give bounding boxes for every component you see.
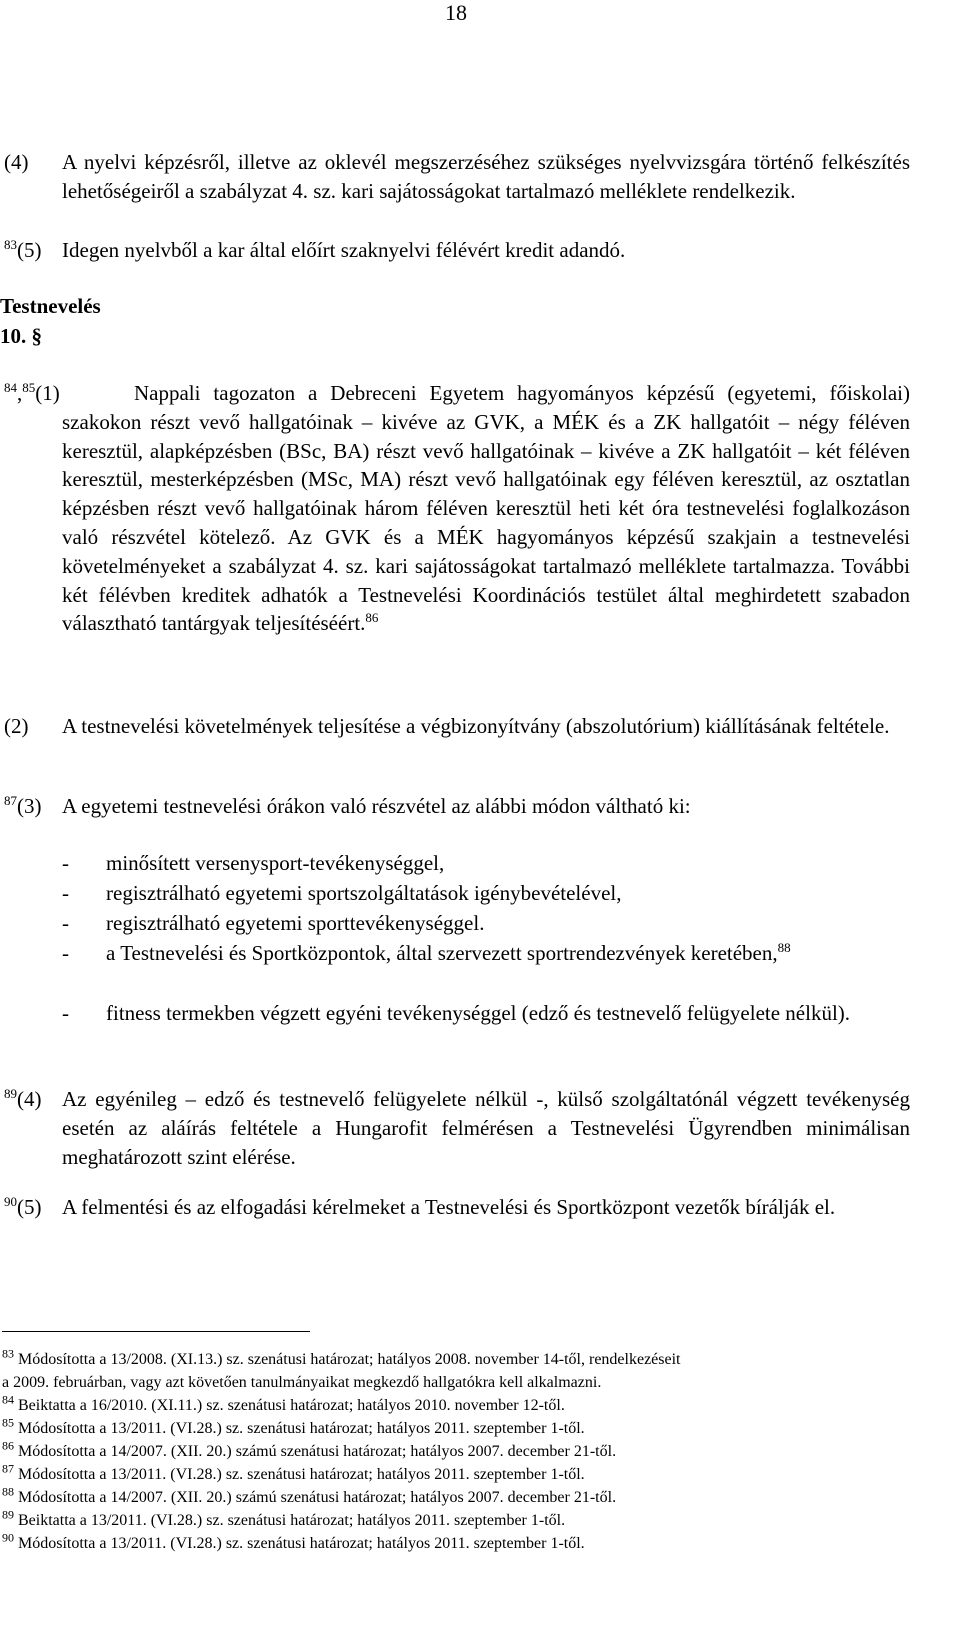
paragraph-label: $^{84}$,$^{85}$(1) <box>4 380 60 405</box>
list-item: minősített versenysport-tevékenységgel, <box>106 851 445 875</box>
list-item: fitness termekben végzett egyéni tevékenységgel (edző és testnevelő felügyelete nélkül). <box>106 1001 851 1025</box>
footnote: $^{85}$ Módosította a 13/2011. (VI.28.) sz. szenátusi határozat; hatályos 2011. szeptember 1-től. <box>2 1415 585 1437</box>
list-bullet: - <box>62 1001 69 1025</box>
section-number: 10. § <box>0 324 42 348</box>
paragraph-label: (2) <box>4 714 29 738</box>
footnote: $^{88}$ Módosította a 14/2007. (XII. 20.) számú szenátusi határozat; hatályos 2007. december 21-től. <box>2 1484 617 1506</box>
list-bullet: - <box>62 941 69 965</box>
paragraph-foreign-language-credit: Idegen nyelvből a kar által előírt szaknyelvi félévért kredit adandó. <box>62 238 626 262</box>
footnote: $^{86}$ Módosította a 14/2007. (XII. 20.) számú szenátusi határozat; hatályos 2007. december 21-től. <box>2 1438 617 1460</box>
footnote-ref[interactable]: 87 <box>4 793 17 808</box>
footnote: $^{87}$ Módosította a 13/2011. (VI.28.) sz. szenátusi határozat; hatályos 2011. szeptember 1-től. <box>2 1461 585 1483</box>
paragraph-language-training <box>62 148 910 206</box>
paragraph-label: (4) <box>4 150 29 174</box>
paragraph-pe-substitution: A egyetemi testnevelési órákon való részvétel az alábbi módon váltható ki: <box>62 794 691 818</box>
paragraph-pe-condition: A testnevelési követelmények teljesítése a végbizonyítvány (abszolutórium) kiállításának feltétele. <box>62 714 890 738</box>
paragraph-label: $^{83}$(5) <box>4 237 42 262</box>
paragraph-label: $^{87}$(3) <box>4 793 42 818</box>
paragraph-exemption-requests: A felmentési és az elfogadási kérelmeket a Testnevelési és Sportközpont vezetők bírálják el. <box>62 1195 836 1219</box>
footnote: $^{90}$ Módosította a 13/2011. (VI.28.) sz. szenátusi határozat; hatályos 2011. szeptember 1-től. <box>2 1530 585 1552</box>
footnote: $^{89}$ Beiktatta a 13/2011. (VI.28.) sz. szenátusi határozat; hatályos 2011. szeptember 1-től. <box>2 1507 566 1529</box>
list-bullet: - <box>62 911 69 935</box>
footnote-ref[interactable]: 83 <box>4 237 17 252</box>
footnote-ref[interactable]: 85 <box>22 380 36 395</box>
footnotes <box>2 1348 912 1555</box>
footnote: $^{83}$ Módosította a 13/2008. (XI.13.) sz. szenátusi határozat; hatályos 2008. november 14-től, rendelkezéseit <box>2 1346 681 1368</box>
footnote: a 2009. februárban, vagy azt követően tanulmányaikat megkezdő hallgatókra kell alkalmazni. <box>2 1374 602 1391</box>
list-item: regisztrálható egyetemi sportszolgáltatások igénybevételével, <box>106 881 622 905</box>
list-bullet: - <box>62 881 69 905</box>
paragraph-label: $^{90}$(5) <box>4 1194 42 1219</box>
section-title: Testnevelés <box>0 294 101 318</box>
footnote-ref[interactable]: 84 <box>4 380 17 395</box>
substitution-list <box>0 849 912 1059</box>
paragraph-pe-requirement: Nappali tagozaton a Debreceni Egyetem hagyományos képzésű (egyetemi, főiskolai) szakokon részt vevő hallgatóinak – kivéve az GVK, a MÉK és a ZK hallgatóit – négy féléven keresztül, alapképzésben (BSc, BA) részt vevő hallgatóinak – kivéve a ZK hallgatóit – két féléven keresztül, mesterképzésben (MSc, MA) részt vevő hallgatóinak egy féléven keresztül, az osztatlan képzésben részt vevő hallgatóinak három féléven keresztül heti két óra testnevelési foglalkozáson való részvétel kötelező. Az GVK és a MÉK hagyományos képzésű szakjain a testnevelési követelményeket a szabályzat 4. sz. kari sajátosságokat tartalmazó melléklete tartalmazza. További két félévben kreditek adhatók a Testnevelési Koordinációs testület által meghirdetett szabadon választható tantárgyak teljesítéséért.$^{86}$ <box>62 381 910 636</box>
footnote-ref[interactable]: 89 <box>4 1086 17 1101</box>
paragraph-text: A nyelvi képzésről, illetve az oklevél megszerzéséhez szükséges nyelvvizsgára történő felkészítés lehetőségeiről a szabályzat 4. sz. kari sajátosságokat tartalmazó melléklete rendelkezik. <box>62 150 910 203</box>
footnote-ref[interactable]: 88 <box>777 940 791 955</box>
footnote-ref[interactable]: 90 <box>4 1194 17 1209</box>
paragraph-individual-activity: Az egyénileg – edző és testnevelő felügyelete nélkül -, külső szolgáltatónál végzett tevékenység esetén az aláírás feltétele a Hungarofit felmérésen a Testnevelési Ügyrendben minimálisan meghatározott szint elérése. <box>62 1087 910 1169</box>
list-item: a Testnevelési és Sportközpontok, által szervezett sportrendezvények keretében,$^{88}$ <box>106 940 791 965</box>
paragraph-label: $^{89}$(4) <box>4 1086 42 1111</box>
footnote: $^{84}$ Beiktatta a 16/2010. (XI.11.) sz. szenátusi határozat; hatályos 2010. november 12-től. <box>2 1392 565 1414</box>
page-number: 18 <box>445 0 467 25</box>
footnote-ref[interactable]: 86 <box>365 610 379 626</box>
list-bullet: - <box>62 851 69 875</box>
footnote-separator <box>2 1331 310 1332</box>
list-item: regisztrálható egyetemi sporttevékenységgel. <box>106 911 485 935</box>
